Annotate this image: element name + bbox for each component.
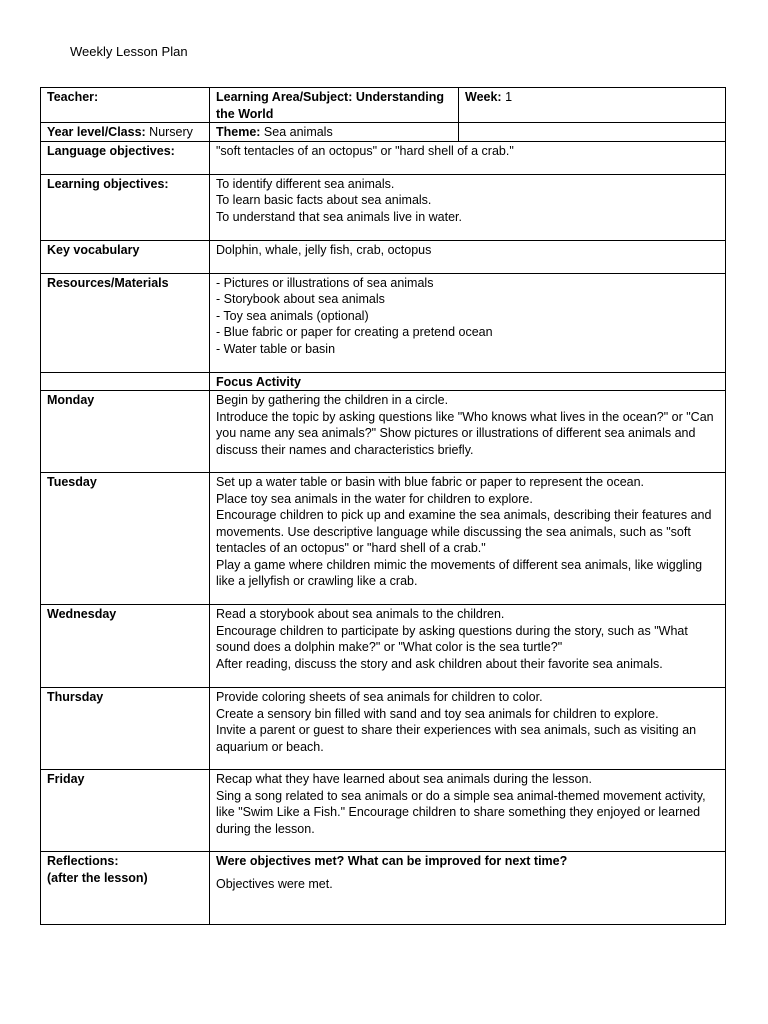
day-row-wednesday [41,605,726,688]
activity-line: Encourage children to participate by asking questions during the story, such as "What sound does a dolphin make?" or "What color is the sea turtle?" [216,623,688,654]
reflections-label: Reflections: [47,854,119,868]
day-label-friday: Friday [41,770,210,852]
teacher-cell [41,88,210,123]
document-title: Weekly Lesson Plan [70,44,188,59]
resource-item: - Blue fabric or paper for creating a pretend ocean [216,325,493,339]
class-theme-row [41,123,726,142]
activity-line: Read a storybook about sea animals to the children. [216,607,505,621]
learning-objectives-row [41,174,726,240]
key-vocabulary-label: Key vocabulary [41,240,210,273]
day-content-wednesday [210,605,726,688]
key-vocabulary-text: Dolphin, whale, jelly fish, crab, octopus [210,240,726,273]
language-objectives-label: Language objectives: [41,141,210,174]
activity-line: After reading, discuss the story and ask children about their favorite sea animals. [216,656,663,671]
theme-value: Sea animals [260,125,333,139]
activity-line: Begin by gathering the children in a circle. [216,393,449,407]
week-label: Week: [465,90,502,104]
day-label-monday: Monday [41,391,210,473]
focus-activity-label: Focus Activity [210,372,726,391]
subject-label: Learning Area/Subject: Understanding the World [216,90,445,121]
teacher-label: Teacher: [47,90,99,104]
year-value: Nursery [145,125,193,139]
day-label-thursday: Thursday [41,688,210,770]
resource-item: - Water table or basin [216,341,336,356]
reflections-answer: Objectives were met. [216,876,333,891]
reflections-content [210,852,726,925]
resources-label: Resources/Materials [41,273,210,372]
year-cell [41,123,210,142]
activity-line: Set up a water table or basin with blue fabric or paper to represent the ocean. [216,475,645,489]
learning-objective-item: To understand that sea animals live in water. [216,209,462,224]
day-content-tuesday [210,473,726,605]
subject-cell [210,88,459,123]
learning-objective-item: To learn basic facts about sea animals. [216,193,432,207]
resource-item: - Toy sea animals (optional) [216,308,369,323]
resources-content [210,273,726,372]
language-objectives-text: "soft tentacles of an octopus" or "hard shell of a crab." [210,141,726,174]
empty-cell [459,123,726,142]
focus-activity-row [41,372,726,391]
day-row-tuesday [41,473,726,605]
activity-line: Provide coloring sheets of sea animals for children to color. [216,690,543,704]
day-row-thursday [41,688,726,770]
day-row-monday [41,391,726,473]
day-content-thursday [210,688,726,770]
reflections-label-cell [41,852,210,925]
activity-line: Invite a parent or guest to share their experiences with sea animals, such as visiting an aquarium or beach. [216,723,697,754]
activity-line: Encourage children to pick up and examine the sea animals, describing their features and movements. Use descriptive language while discussing the sea animals, such as "soft tentacles of an octopus" or "hard shell of a crab." [216,508,712,555]
day-row-friday [41,770,726,852]
activity-line: Introduce the topic by asking questions like "Who knows what lives in the ocean?" or "Can you name any sea animals?" Show pictures or illustrations of different sea animals and discuss their names and characteristics briefly. [216,409,714,457]
theme-cell [210,123,459,142]
resource-item: - Pictures or illustrations of sea animals [216,275,434,290]
language-objectives-row [41,141,726,174]
key-vocabulary-row [41,240,726,273]
lesson-plan-table [40,87,726,925]
day-content-friday [210,770,726,852]
year-label: Year level/Class: [47,125,146,139]
activity-line: Place toy sea animals in the water for children to explore. [216,491,533,506]
day-content-monday [210,391,726,473]
day-label-tuesday: Tuesday [41,473,210,605]
activity-line: Create a sensory bin filled with sand and toy sea animals for children to explore. [216,706,659,721]
reflections-sublabel: (after the lesson) [47,870,148,885]
theme-label: Theme: [216,125,261,139]
reflections-question: Were objectives met? What can be improved for next time? [216,854,568,868]
learning-objectives-content [210,174,726,240]
resources-row [41,273,726,372]
activity-line: Play a game where children mimic the movements of different sea animals, like wiggling like a jellyfish or crawling like a crab. [216,557,703,588]
learning-objective-item: To identify different sea animals. [216,176,395,191]
week-cell [459,88,726,123]
activity-line: Recap what they have learned about sea animals during the lesson. [216,772,592,786]
day-label-wednesday: Wednesday [41,605,210,688]
focus-activity-spacer [41,372,210,391]
week-value: 1 [501,90,513,104]
learning-objectives-label: Learning objectives: [41,174,210,240]
header-row [41,88,726,123]
resource-item: - Storybook about sea animals [216,292,385,306]
reflections-row [41,852,726,925]
activity-line: Sing a song related to sea animals or do a simple sea animal-themed movement activity, like "Swim Like a Fish." Encourage children to share something they enjoyed or learned during the lesson. [216,788,706,836]
